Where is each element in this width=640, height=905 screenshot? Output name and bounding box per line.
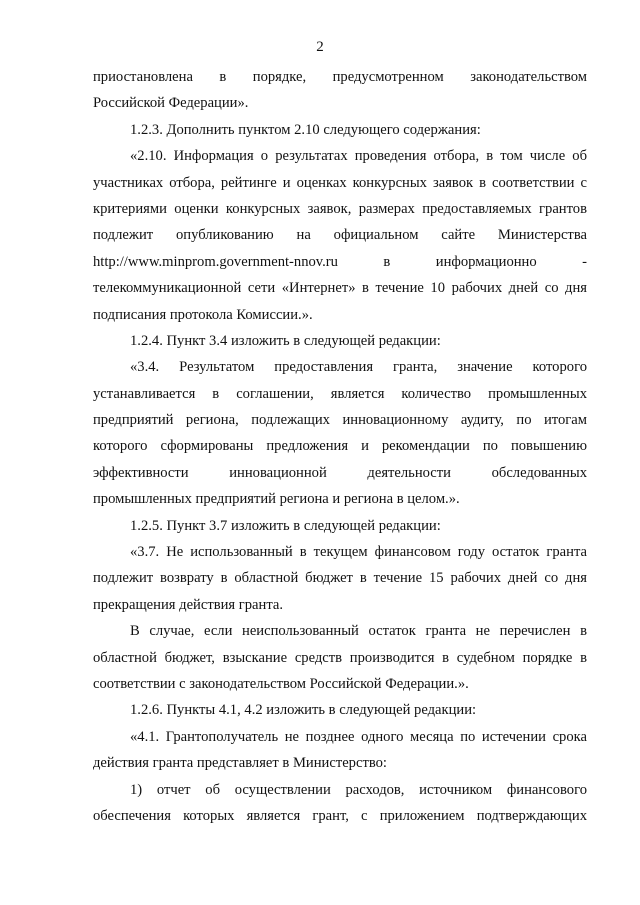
text-line: подписания протокола Комиссии.».: [93, 306, 313, 323]
text-line: критериями оценки конкурсных заявок, размерах предоставляемых грантов: [93, 200, 587, 217]
text-line: 1) отчет об осуществлении расходов, источником финансового: [130, 781, 587, 798]
text-line: «3.4. Результатом предоставления гранта, значение которого: [130, 359, 587, 376]
text-line: http://www.minprom.government-nnov.ru в информационно -: [93, 253, 587, 270]
text-line: 1.2.5. Пункт 3.7 изложить в следующей редакции:: [130, 517, 441, 534]
text-line: участниках отбора, рейтинге и оценках конкурсных заявок в соответствии с: [93, 174, 587, 191]
text-line: соответствии с законодательством Российской Федерации.».: [93, 675, 469, 692]
text-line: областной бюджет, взыскание средств производится в судебном порядке в: [93, 649, 587, 666]
text-line: приостановлена в порядке, предусмотренном законодательством: [93, 69, 587, 85]
text-line: 1.2.4. Пункт 3.4 изложить в следующей редакции:: [130, 332, 441, 349]
text-line: устанавливается в соглашении, является количество промышленных: [93, 385, 587, 402]
text-line: 1.2.6. Пункты 4.1, 4.2 изложить в следующей редакции:: [130, 702, 477, 719]
text-line: обеспечения которых является грант, с приложением подтверждающих: [93, 807, 587, 824]
text-line: действия гранта представляет в Министерство:: [93, 755, 387, 772]
text-line: прекращения действия гранта.: [93, 596, 284, 613]
document-body: [93, 64, 587, 829]
text-line: подлежит возврату в областной бюджет в течение 15 рабочих дней со дня: [93, 570, 587, 587]
text-line: промышленных предприятий региона и региона в целом.».: [93, 491, 460, 508]
text-line: эффективности инновационной деятельности обследованных: [93, 464, 587, 481]
text-line: телекоммуникационной сети «Интернет» в течение 10 рабочих дней со дня: [93, 280, 587, 297]
text-line: которого сформированы предложения и рекомендации по повышению: [93, 438, 587, 455]
text-line: «4.1. Грантополучатель не позднее одного месяца по истечении срока: [130, 728, 587, 745]
text-line: 1.2.3. Дополнить пунктом 2.10 следующего содержания:: [130, 121, 481, 138]
text-line: В случае, если неиспользованный остаток гранта не перечислен в: [130, 623, 587, 640]
page-number: 2: [316, 39, 324, 55]
text-line: «2.10. Информация о результатах проведения отбора, в том числе об: [130, 148, 587, 165]
text-line: «3.7. Не использованный в текущем финансовом году остаток гранта: [130, 544, 587, 561]
text-line: подлежит опубликованию на официальном сайте Министерства: [93, 227, 587, 244]
text-line: предприятий региона, подлежащих инновационному аудиту, по итогам: [93, 412, 587, 429]
text-line: Российской Федерации».: [93, 95, 249, 112]
